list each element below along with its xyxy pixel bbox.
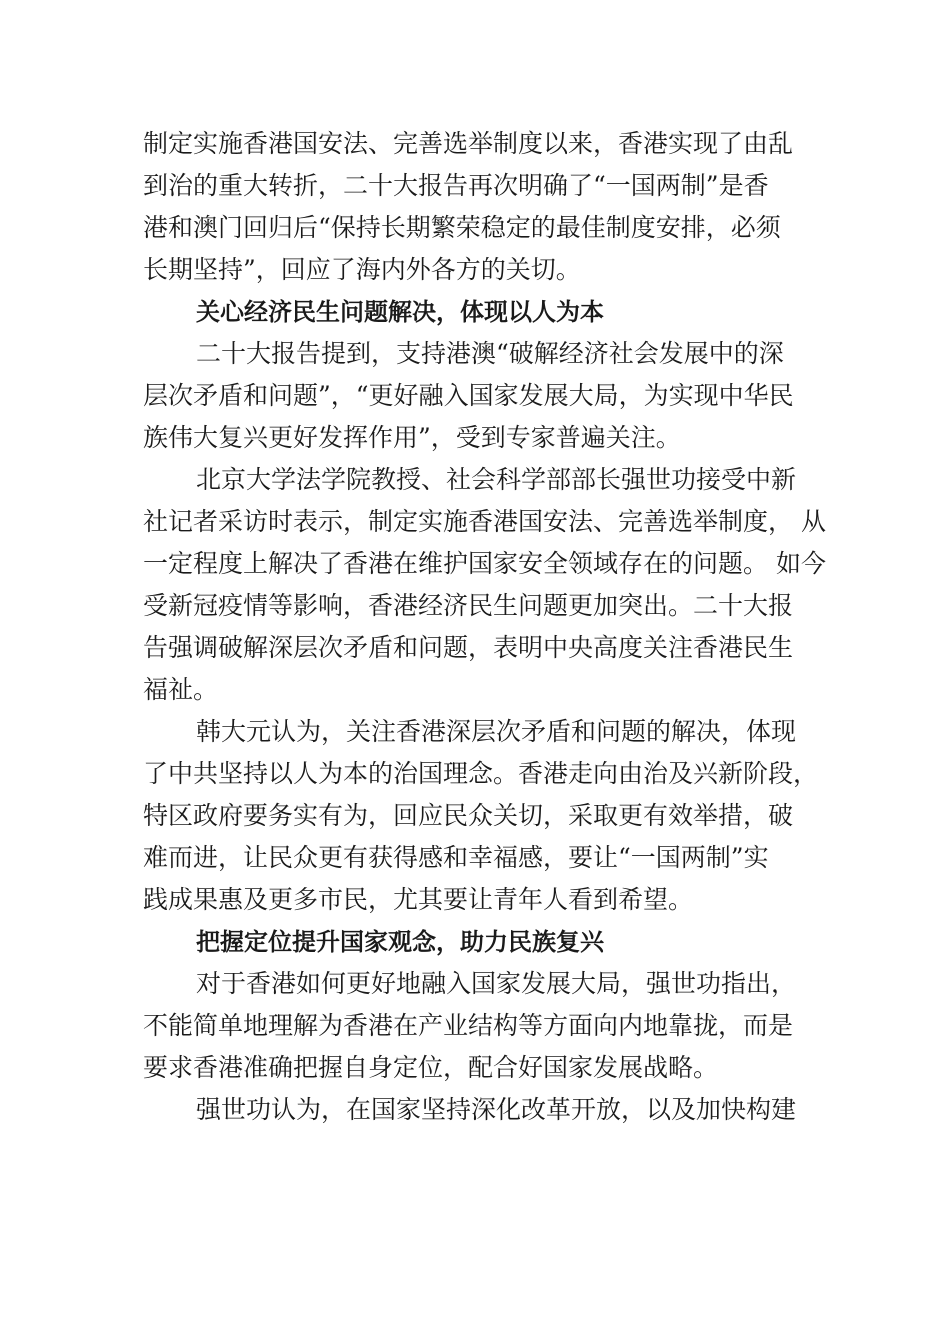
text-line: 社记者采访时表示，制定实施香港国安法、完善选举制度， 从 [143,507,826,536]
text-line: 对于香港如何更好地融入国家发展大局，强世功指出， [196,969,797,998]
text-line: 践成果惠及更多市民，尤其要让青年人看到希望。 [143,885,694,914]
text-line: 到治的重大转折，二十大报告再次明确了“一国两制”是香 [143,171,769,200]
text-line: 难而进，让民众更有获得感和幸福感，要让“一国两制”实 [143,843,769,872]
text-line: 要求香港准确把握自身定位，配合好国家发展战略。 [143,1053,719,1082]
text-line: 二十大报告提到，支持港澳“破解经济社会发展中的深 [196,339,784,368]
text-line: 韩大元认为，关注香港深层次矛盾和问题的解决，体现 [196,717,797,746]
text-line: 告强调破解深层次矛盾和问题，表明中央高度关注香港民生 [143,633,794,662]
text-line: 长期坚持”，回应了海内外各方的关切。 [143,255,581,284]
section-heading: 关心经济民生问题解决，体现以人为本 [196,298,604,326]
text-line: 北京大学法学院教授、社会科学部部长强世功接受中新 [196,465,797,494]
text-line: 受新冠疫情等影响，香港经济民生问题更加突出。二十大报 [143,591,794,620]
section-heading: 把握定位提升国家观念，助力民族复兴 [196,928,604,956]
text-line: 一定程度上解决了香港在维护国家安全领域存在的问题。 如今 [143,549,826,578]
text-line: 不能简单地理解为香港在产业结构等方面向内地靠拢，而是 [143,1011,794,1040]
text-line: 了中共坚持以人为本的治国理念。香港走向由治及兴新阶段， [143,759,819,788]
text-line: 强世功认为，在国家坚持深化改革开放，以及加快构建 [196,1095,797,1124]
text-line: 福祉。 [143,675,219,704]
text-line: 制定实施香港国安法、完善选举制度以来，香港实现了由乱 [143,129,794,158]
text-line: 层次矛盾和问题”，“更好融入国家发展大局，为实现中华民 [143,381,794,410]
text-line: 族伟大复兴更好发挥作用”，受到专家普遍关注。 [143,423,681,452]
text-line: 特区政府要务实有为，回应民众关切，采取更有效举措，破 [143,801,794,830]
text-line: 港和澳门回归后“保持长期繁荣稳定的最佳制度安排，必须 [143,213,781,242]
